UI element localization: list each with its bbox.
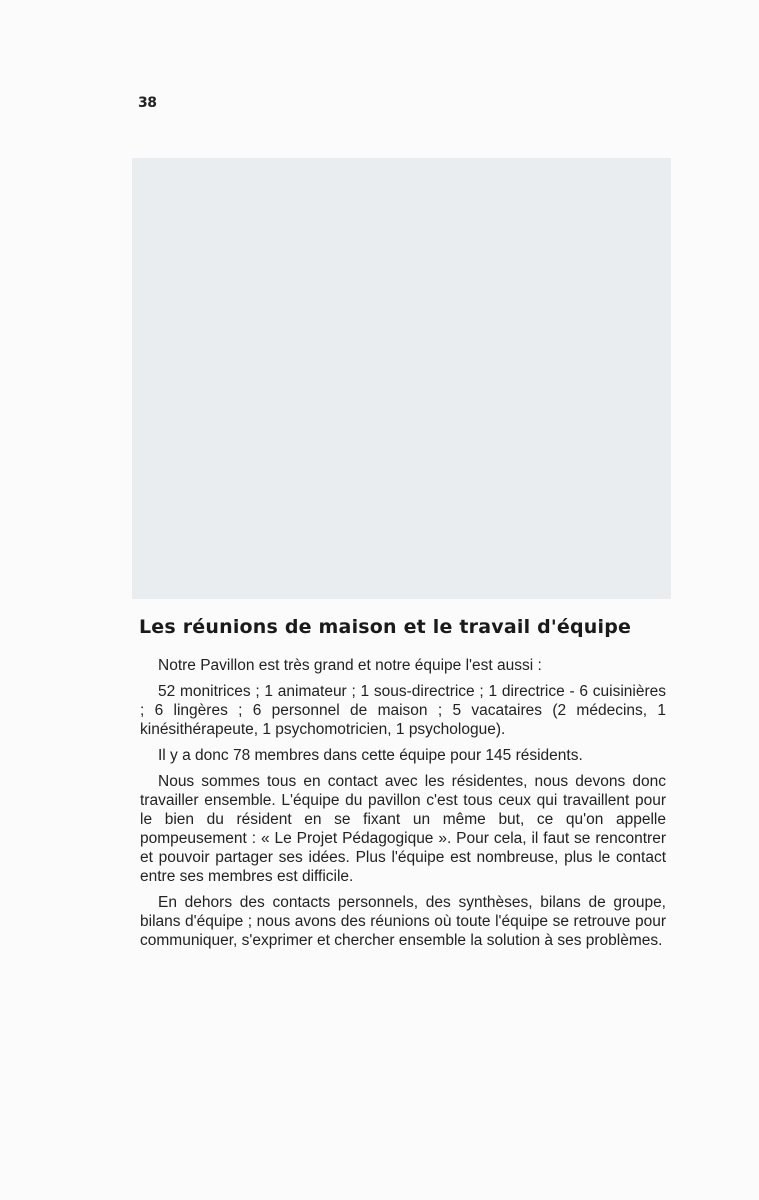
paragraph: Notre Pavillon est très grand et notre équipe l'est aussi :: [158, 657, 542, 674]
paragraph: Il y a donc 78 membres dans cette équipe pour 145 résidents.: [158, 747, 583, 764]
page-number: 38: [138, 95, 157, 111]
body-text: [140, 656, 666, 957]
paragraph: Nous sommes tous en contact avec les résidentes, nous devons donc travailler ensemble. L'équipe du pavillon c'est tous ceux qui travaillent pour le bien du résident en se fixant un même but, ce qu'on appelle pompeusement : « Le Projet Pédagogique ». Pour cela, il faut se rencontrer et pouvoir partager ses idées. Plus l'équipe est nombreuse, plus le contact entre ses membres est difficile.: [140, 773, 666, 885]
paragraph: En dehors des contacts personnels, des synthèses, bilans de groupe, bilans d'équipe ; nous avons des réunions où toute l'équipe se retrouve pour communiquer, s'exprimer et chercher ensemble la solution à ses problèmes.: [140, 894, 666, 949]
paragraph: 52 monitrices ; 1 animateur ; 1 sous-directrice ; 1 directrice - 6 cuisinières ; 6 lingères ; 6 personnel de maison ; 5 vacataires (2 médecins, 1 kinésithérapeute, 1 psychomotricien, 1 psychologue).: [140, 683, 666, 738]
photo-area: [132, 158, 671, 599]
section-title: Les réunions de maison et le travail d'équipe: [139, 616, 632, 638]
